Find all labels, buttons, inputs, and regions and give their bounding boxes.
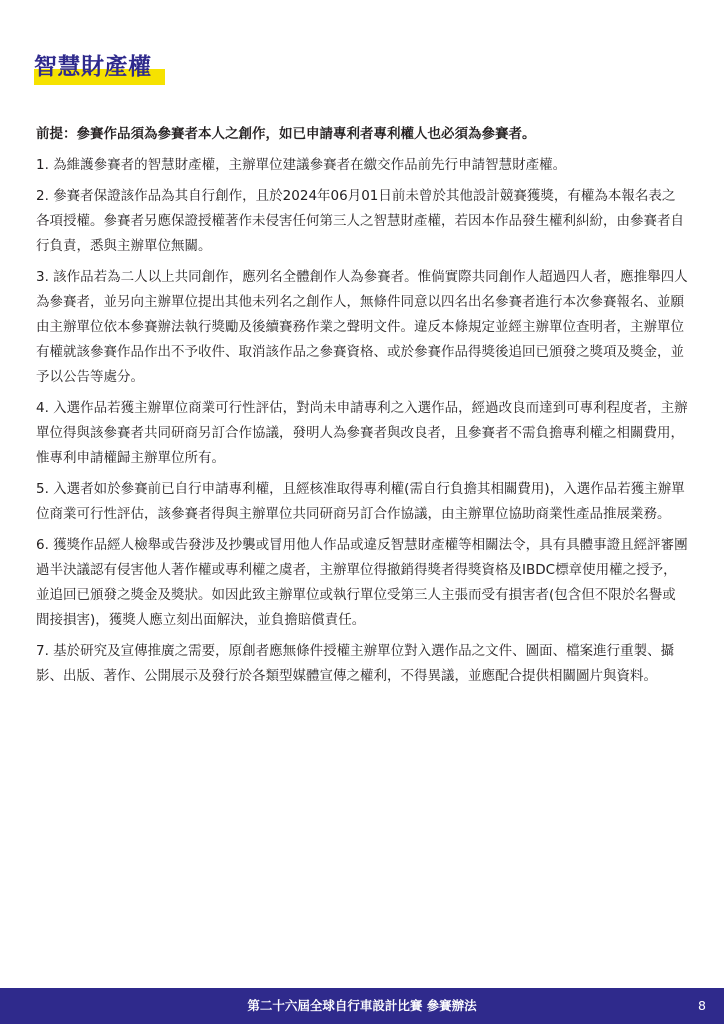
list-item-6: 6. 獲獎作品經人檢舉或告發涉及抄襲或冒用他人作品或違反智慧財產權等相關法令，具有具體事證且經評審團過半決議認有侵害他人著作權或專利權之虞者，主辦單位得撤銷得獎者得獎資格及IBDC標章使用權之授予，並追回已頒發之獎金及獎狀。如因此致主辦單位或執行單位受第三人主張而受有損害者(包含但不限於名譽或間接損害)，獲獎人應立刻出面解決，並負擔賠償責任。 xyxy=(36,537,688,628)
footer-title: 第二十六屆全球自行車設計比賽 參賽辦法 xyxy=(247,998,477,1013)
list-item-7: 7. 基於研究及宣傳推廣之需要，原創者應無條件授權主辦單位對入選作品之文件、圖面、檔案進行重製、攝影、出版、著作、公開展示及發行於各類型媒體宣傳之權利，不得異議，並應配合提供相關圖片與資料。 xyxy=(36,643,675,684)
list-item-4: 4. 入選作品若獲主辦單位商業可行性評估，對尚未申請專利之入選作品，經過改良而達到可專利程度者，主辦單位得與該參賽者共同研商另訂合作協議，發明人為參賽者與改良者，且參賽者不需負擔專利權之相關費用，惟專利申請權歸主辦單位所有。 xyxy=(36,400,688,466)
page-number: 8 xyxy=(698,998,706,1013)
list-item-5: 5. 入選者如於參賽前已自行申請專利權，且經核准取得專利權(需自行負擔其相關費用)，入選作品若獲主辦單位商業可行性評估，該參賽者得與主辦單位共同研商另訂合作協議，由主辦單位協助商業性產品推展業務。 xyxy=(36,481,685,522)
list-item-2: 2. 參賽者保證該作品為其自行創作，且於2024年06月01日前未曾於其他設計競賽獲獎，有權為本報名表之各項授權。參賽者另應保證授權著作未侵害任何第三人之智慧財產權，若因本作品發生權利糾紛，由參賽者自行負責，悉與主辦單位無關。 xyxy=(36,188,684,254)
premise-paragraph: 前提：參賽作品須為參賽者本人之創作，如已申請專利者專利權人也必須為參賽者。 xyxy=(36,126,536,142)
document-body xyxy=(36,122,688,695)
list-item-1: 1. 為維護參賽者的智慧財產權，主辦單位建議參賽者在繳交作品前先行申請智慧財產權。 xyxy=(36,157,567,173)
section-heading xyxy=(34,52,152,86)
section-title: 智慧財產權 xyxy=(34,54,152,80)
page-footer xyxy=(0,988,724,1024)
list-item-3: 3. 該作品若為二人以上共同創作，應列名全體創作人為參賽者。惟倘實際共同創作人超過四人者，應推舉四人為參賽者，並另向主辦單位提出其他未列名之創作人，無條件同意以四名出名參賽者進行本次參賽報名、並願由主辦單位依本參賽辦法執行獎勵及後續賽務作業之聲明文件。違反本條規定並經主辦單位查明者，主辦單位有權就該參賽作品作出不予收件、取消該作品之參賽資格、或於參賽作品得獎後追回已頒發之獎項及獎金，並予以公告等處分。 xyxy=(36,269,688,385)
